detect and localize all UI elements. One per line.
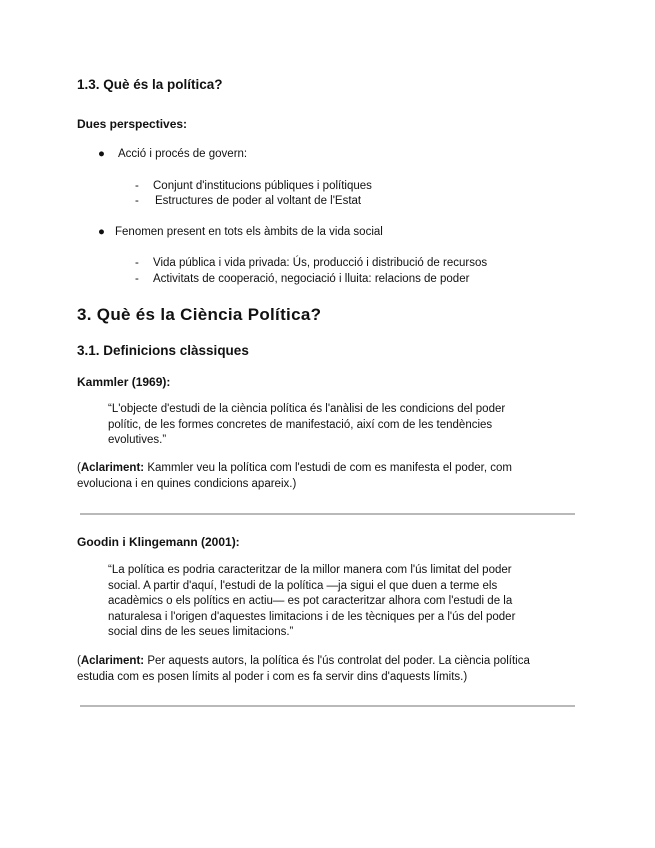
perspectives-subtitle: Dues perspectives: [77, 117, 188, 131]
note-label: Aclariment: [80, 462, 145, 474]
dash-icon: - [135, 195, 139, 207]
note-kammler [77, 461, 557, 492]
section-title-1-3: 1.3. Què és la política? [77, 77, 223, 92]
section-title-3-1: 3.1. Definicions clàssiques [77, 343, 249, 358]
sub-item-text: Conjunt d'institucions públiques i polítiques [153, 180, 372, 192]
note-text: Per aquests autors, la política és l'ús controlat del poder. La ciència política estudia com es posen límits al poder i com es fa servir dins d'aquests límits.) [77, 655, 530, 683]
author-kammler: Kammler (1969): [77, 375, 171, 389]
bullet-text: Fenomen present en tots els àmbits de la vida social [115, 226, 383, 238]
author-goodin: Goodin i Klingemann (2001): [77, 535, 240, 549]
horizontal-divider [80, 513, 575, 515]
bullet-icon: ● [98, 148, 105, 160]
dash-icon: - [135, 257, 139, 269]
quote-kammler: “L'objecte d'estudi de la ciència política és l'anàlisi de les condicions del poder polític, de les formes concretes de manifestació, així com de les tendències evolutives.” [108, 403, 506, 446]
note-text: Kammler veu la política com l'estudi de com es manifesta el poder, com evoluciona i en quines condicions apareix.) [77, 462, 512, 490]
sub-item-text: Estructures de poder al voltant de l'Estat [155, 195, 362, 207]
dash-icon: - [135, 180, 139, 192]
note-goodin [77, 654, 557, 685]
dash-icon: - [135, 273, 139, 285]
note-open: ( [77, 462, 81, 474]
bullet-icon: ● [98, 226, 105, 238]
bullet-text: Acció i procés de govern: [118, 148, 248, 160]
note-label: Aclariment: [80, 655, 145, 667]
horizontal-divider [80, 705, 575, 707]
section-title-3: 3. Què és la Ciència Política? [77, 305, 322, 324]
note-open: ( [77, 655, 81, 667]
quote-goodin: “La política es podria caracteritzar de la millor manera com l'ús limitat del poder social. A partir d'aquí, l'estudi de la política —ja sigui el que duen a terme els acadèmics o els polítics en actiu— es pot caracteritzar alhora com l'estudi de la naturalesa i l'origen d'aquestes limitacions i de les tècniques per a l'ús del poder social dins de les seues limitacions.” [108, 564, 516, 638]
sub-item-text: Activitats de cooperació, negociació i lluita: relacions de poder [153, 273, 470, 285]
sub-item-text: Vida pública i vida privada: Ús, producció i distribució de recursos [153, 257, 488, 269]
